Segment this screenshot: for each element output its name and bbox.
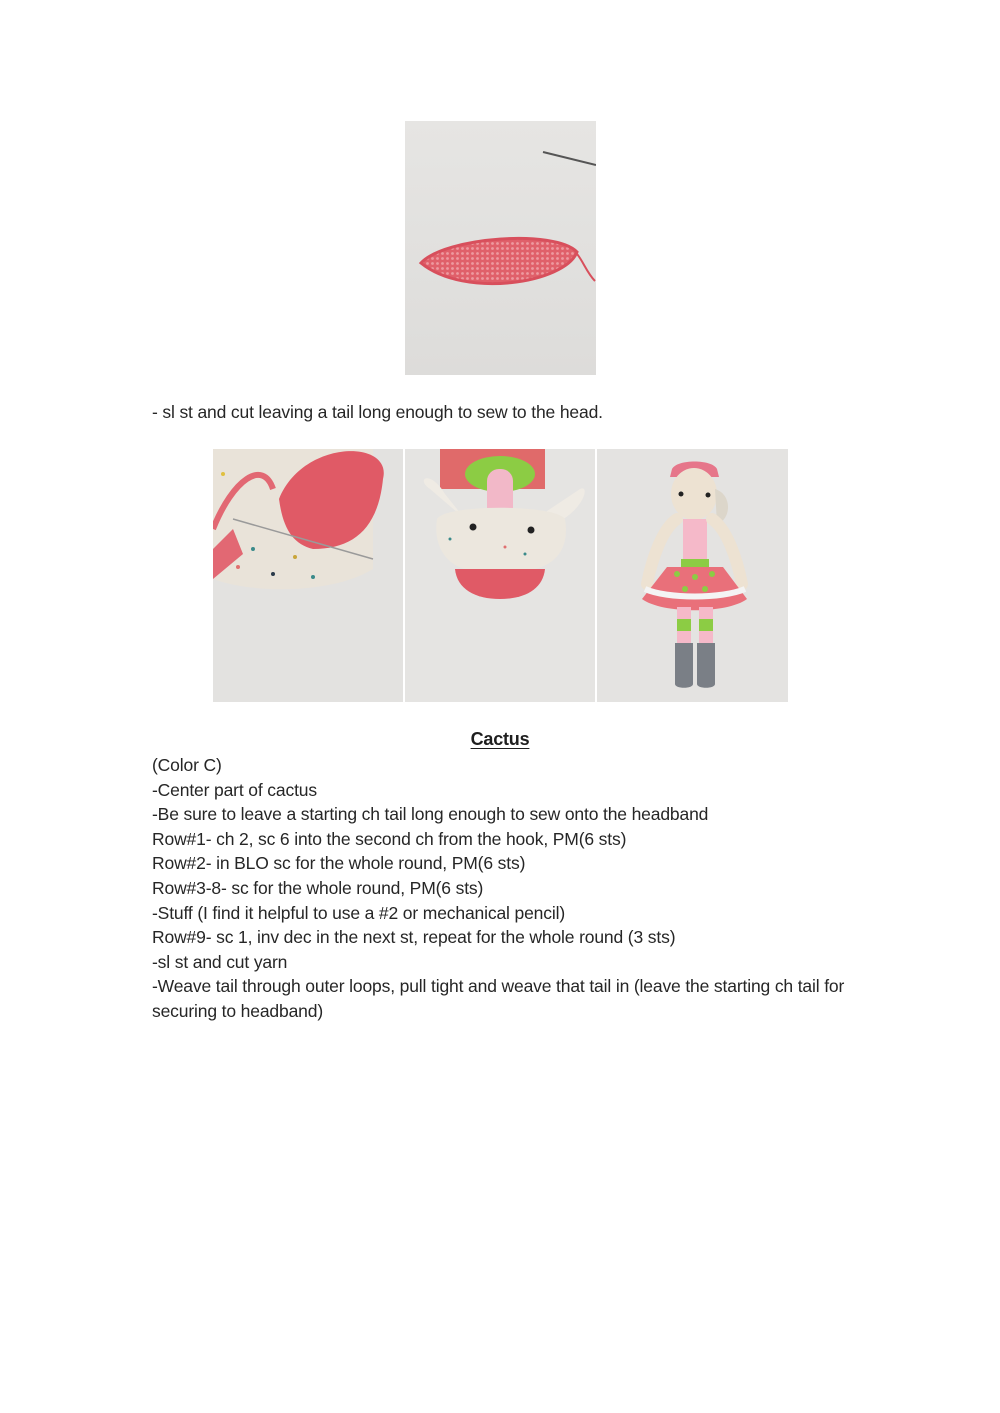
- instruction-line: -Weave tail through outer loops, pull tight and weave that tail in (leave the starting ch tail for securing to headband): [152, 976, 845, 1021]
- instruction-line: Row#1- ch 2, sc 6 into the second ch from the hook, PM(6 sts): [152, 828, 627, 849]
- attaching-brim-image: [405, 449, 595, 702]
- leaf-photo: [405, 121, 596, 375]
- instruction-line: -Be sure to leave a starting ch tail long enough to sew onto the headband: [152, 804, 709, 825]
- instruction-line: -sl st and cut yarn: [152, 951, 288, 972]
- attaching-brim-photo: [405, 449, 595, 702]
- leaf-image: [405, 121, 596, 375]
- sewing-ear-image: [213, 449, 403, 702]
- section-title: Cactus: [470, 729, 530, 749]
- finished-doll-photo: [597, 449, 788, 702]
- instruction-line: Row#3-8- sc for the whole round, PM(6 sts): [152, 877, 484, 898]
- instruction-line: Row#2- in BLO sc for the whole round, PM(6 sts): [152, 853, 526, 874]
- instruction-line: (Color C): [152, 755, 222, 775]
- instructions-block: [152, 753, 872, 1024]
- finished-doll-image: [597, 449, 788, 702]
- instruction-line: -Center part of cactus: [152, 779, 317, 800]
- instruction-line: Row#9- sc 1, inv dec in the next st, repeat for the whole round (3 sts): [152, 927, 676, 948]
- caption-text: - sl st and cut leaving a tail long enough to sew to the head.: [152, 402, 603, 422]
- instruction-line: -Stuff (I find it helpful to use a #2 or mechanical pencil): [152, 902, 565, 923]
- sewing-ear-photo: [213, 449, 403, 702]
- photo-row: [213, 449, 788, 702]
